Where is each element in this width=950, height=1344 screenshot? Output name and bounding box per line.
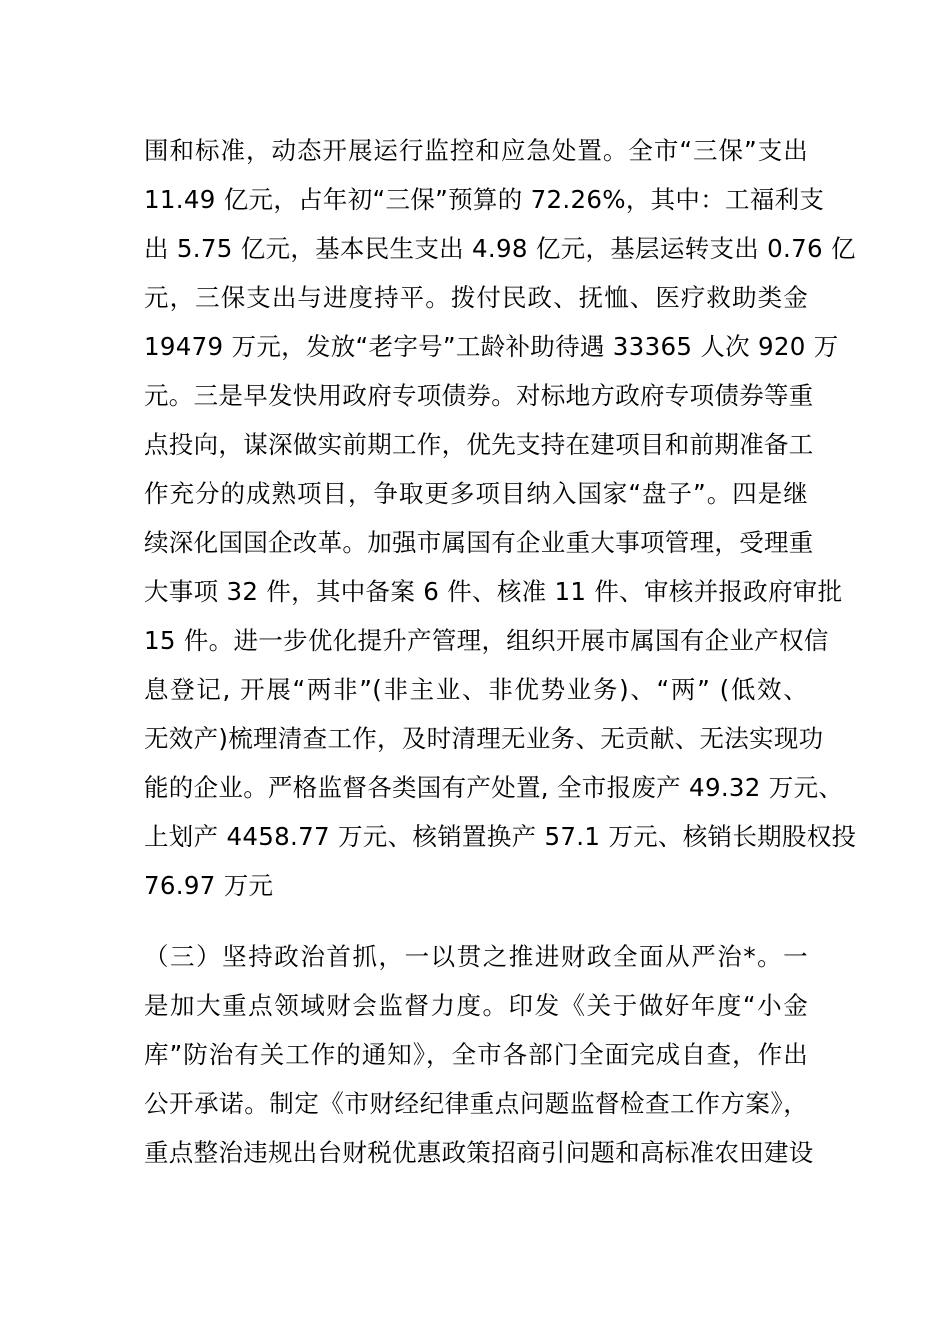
text-line: 能的企业。严格监督各类国有产处置, 全市报废产 49.32 万元、 [144,773,844,802]
text-line: 点投向，谋深做实前期工作，优先支持在建项目和前期准备工 [144,430,814,459]
text-line: 公开承诺。制定《市财经纪律重点问题监督检查工作方案》， [144,1089,808,1118]
text-line: 76.97 万元 [144,871,274,900]
text-line: 19479 万元，发放“老字号”工龄补助待遇 33365 人次 920 万 [144,332,839,361]
text-line: 11.49 亿元，占年初“三保”预算的 72.26%，其中：工福利支 [144,185,825,214]
text-line: 是加大重点领域财会监督力度。印发《关于做好年度“小金 [144,991,808,1020]
text-line: 15 件。进一步优化提升产管理，组织开展市属国有企业产权信 [144,626,829,655]
text-line: 围和标准，动态开展运行监控和应急处置。全市“三保”支出 [144,136,808,165]
text-line: 元。三是早发快用政府专项债券。对标地方政府专项债券等重 [144,381,814,410]
text-line: 无效产)梳理清查工作，及时清理无业务、无贡献、无法实现功 [144,724,824,753]
paragraph-2 [144,940,814,1180]
text-line: 库”防治有关工作的通知》，全市各部门全面完成自查，作出 [144,1040,808,1069]
text-line: 元，三保支出与进度持平。拨付民政、抚恤、医疗救助类金 [144,283,808,312]
text-line: 重点整治违规出台财税优惠政策招商引问题和高标准农田建设 [144,1138,814,1167]
text-line: 大事项 32 件，其中备案 6 件、核准 11 件、审核并报政府审批 [144,577,843,606]
paragraph-1 [144,134,857,924]
text-line: 上划产 4458.77 万元、核销置换产 57.1 万元、核销长期股权投 [144,822,857,851]
text-line: 息登记, 开展“两非”(非主业、非优势业务)、“两” (低效、 [144,675,808,704]
text-line: 出 5.75 亿元，基本民生支出 4.98 亿元，基层运转支出 0.76 亿 [144,234,856,263]
text-line: 续深化国国企改革。加强市属国有企业重大事项管理，受理重 [144,528,814,557]
text-line: （三）坚持政治首抓，一以贯之推进财政全面从严治*。一 [144,942,808,971]
text-line: 作充分的成熟项目，争取更多项目纳入国家“盘子”。四是继 [144,479,808,508]
